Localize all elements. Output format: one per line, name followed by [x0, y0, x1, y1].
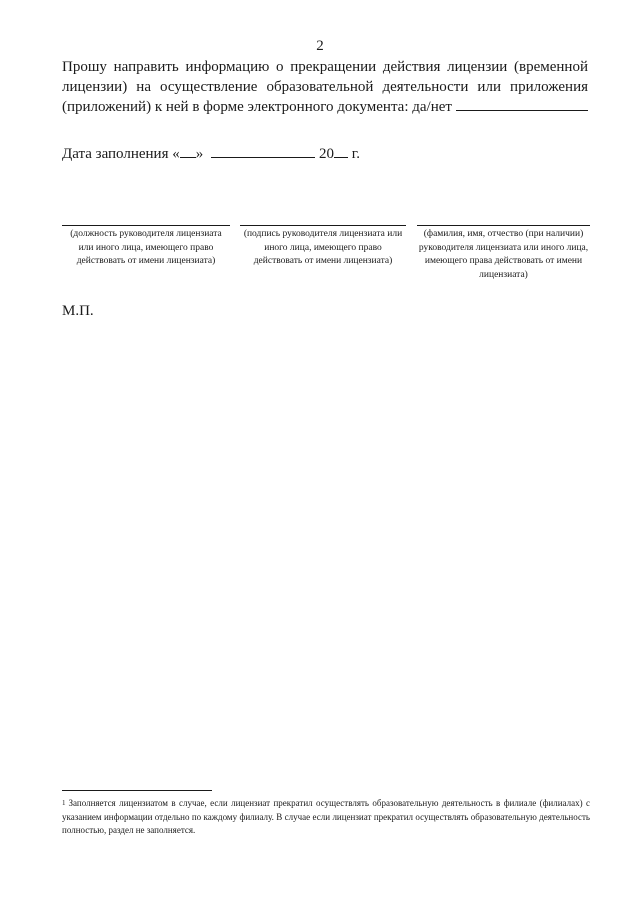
seal-mark: М.П.: [62, 303, 94, 319]
year-prefix: 20: [319, 146, 334, 162]
full-name-signature-field[interactable]: (фамилия, имя, отчество (при наличии) руководителя лицензиата или иного лица, имеющего права действовать от имени лицензиата): [417, 225, 590, 282]
yes-no-answer-field[interactable]: [456, 97, 588, 111]
fill-date-label: Дата заполнения «: [62, 146, 180, 162]
page-number: 2: [316, 38, 324, 54]
signature-field[interactable]: (подпись руководителя лицензиата или иного лица, имеющего право действовать от имени лицензиата): [240, 225, 406, 269]
day-field[interactable]: [180, 144, 196, 158]
footnote-marker: 1: [62, 799, 66, 807]
footnote: [62, 797, 590, 838]
month-field[interactable]: [211, 144, 315, 158]
fill-date-close-quote: »: [195, 146, 204, 162]
position-signature-field[interactable]: (должность руководителя лицензиата или иного лица, имеющего право действовать от имени лицензиата): [62, 225, 230, 269]
electronic-document-request: [62, 58, 588, 118]
footnote-divider: [62, 790, 212, 791]
request-text: Прошу направить информацию о прекращении действия лицензии (временной лицензии) на осуществление образовательной деятельности или приложения (приложений) к ней в форме электронного документа: да/нет: [62, 59, 588, 115]
footnote-text: Заполняется лицензиатом в случае, если лицензиат прекратил осуществлять образовательную деятельность в филиале (филиалах) с указанием информации отдельно по каждому филиалу. В случае если лицензиат прекратил осуществлять образовательную деятельность полностью, раздел не заполняется.: [62, 798, 590, 835]
year-field[interactable]: [334, 144, 348, 158]
fill-date-line: [62, 144, 360, 163]
year-suffix: г.: [351, 146, 360, 162]
